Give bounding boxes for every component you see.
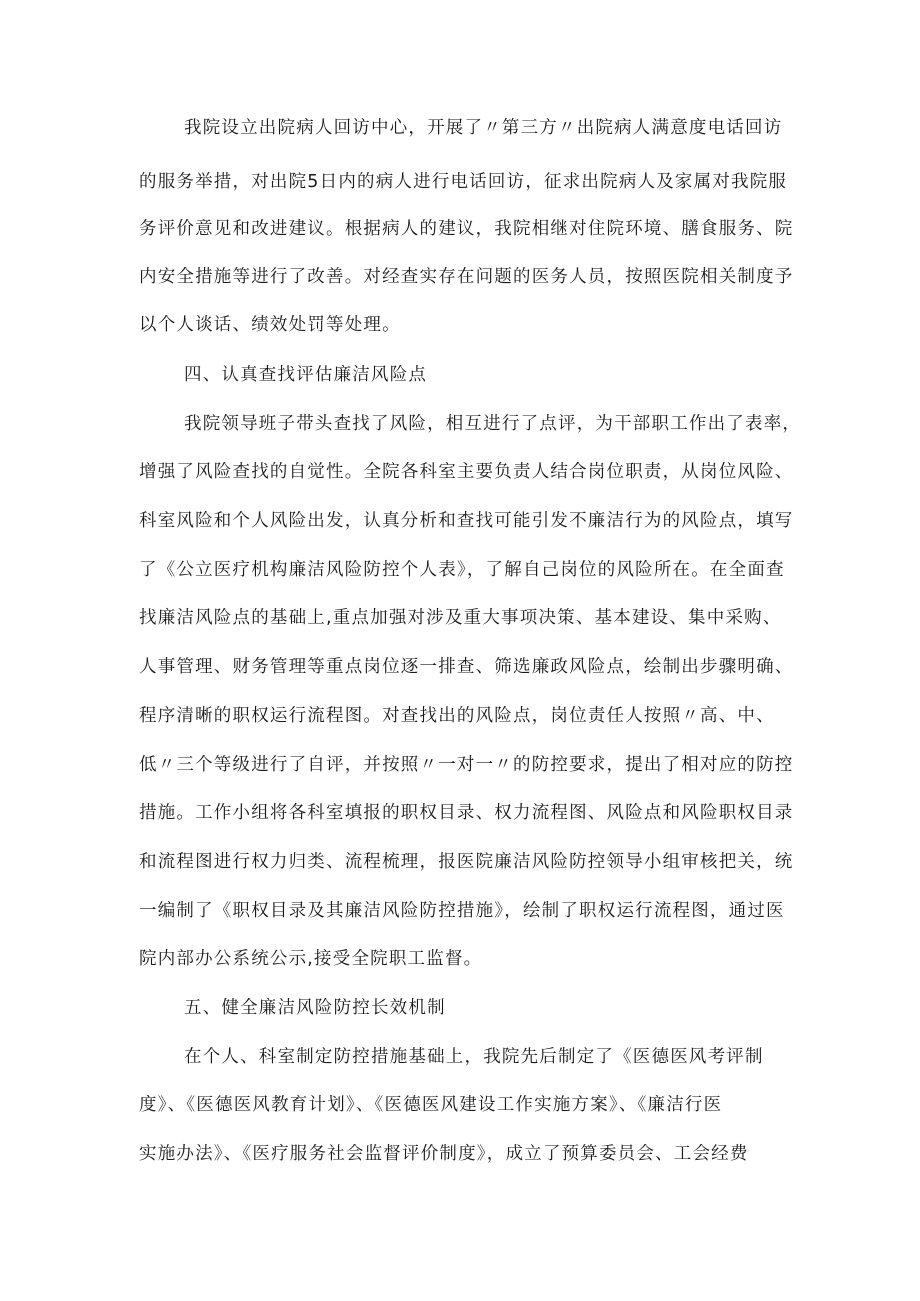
text-line: 度》、《医德医风教育计划》、《医德医风建设工作实施方案》、《廉洁行医	[139, 1095, 723, 1115]
text-line: 我院领导班子带头查找了风险，相互进行了点评，为干部职工作出了表率，	[184, 414, 802, 434]
paragraph-1-line-5	[0, 310, 920, 340]
paragraph-2-line-11	[0, 896, 920, 926]
text-line: 人事管理、财务管理等重点岗位逐一排查、筛选廉政风险点，绘制出步骤明确、	[139, 657, 794, 677]
section-heading-4	[0, 360, 920, 390]
paragraph-2-line-8	[0, 750, 920, 780]
paragraph-2-line-12	[0, 944, 920, 974]
text-line: 增强了风险查找的自觉性。全院各科室主要负责人结合岗位职责，从岗位风险、	[139, 462, 794, 482]
paragraph-3-line-3	[0, 1139, 920, 1169]
paragraph-2-line-2	[0, 457, 920, 487]
paragraph-1-line-2	[0, 167, 920, 197]
text-line: 院内部办公系统公示,接受全院职工监督。	[139, 949, 483, 969]
text-line: 找廉洁风险点的基础上,重点加强对涉及重大事项决策、基本建设、集中采购、	[139, 608, 782, 628]
paragraph-3-line-2	[0, 1090, 920, 1120]
paragraph-3-line-1	[0, 1042, 920, 1072]
text-line: 措施。工作小组将各科室填报的职权目录、权力流程图、风险点和风险职权目录	[139, 803, 794, 823]
paragraph-2-line-6	[0, 652, 920, 682]
paragraph-1-line-4	[0, 262, 920, 292]
paragraph-2-line-5	[0, 603, 920, 633]
text-line: 了《公立医疗机构廉洁风险防控个人表》，了解自己岗位的风险所在。在全面查	[139, 560, 785, 580]
text-line: 我院设立出院病人回访中心，开展了〃第三方〃出院病人满意度电话回访	[184, 118, 783, 138]
text-line: 务评价意见和改进建议。根据病人的建议，我院相继对住院环境、膳食服务、院	[139, 219, 794, 239]
text-line: 的服务举措，对出院5日内的病人进行电话回访，征求出院病人及家属对我院服	[139, 172, 788, 192]
heading-text: 四、认真查找评估廉洁风险点	[184, 365, 428, 385]
text-line: 和流程图进行权力归类、流程梳理，报医院廉洁风险防控领导小组审核把关，统	[139, 852, 794, 872]
text-line: 实施办法》、《医疗服务社会监督评价制度》，成立了预算委员会、工会经费	[139, 1144, 749, 1164]
paragraph-2-line-3	[0, 506, 920, 536]
text-line: 低〃三个等级进行了自评，并按照〃一对一〃的防控要求，提出了相对应的防控	[139, 755, 794, 775]
text-line: 在个人、科室制定防控措施基础上，我院先后制定了《医德医风考评制	[184, 1047, 764, 1067]
paragraph-2-line-10	[0, 847, 920, 877]
paragraph-1-line-1	[0, 113, 920, 143]
paragraph-2-line-4	[0, 555, 920, 585]
paragraph-1-line-3	[0, 214, 920, 244]
text-line: 科室风险和个人风险出发，认真分析和查找可能引发不廉洁行为的风险点，填写	[139, 511, 794, 531]
paragraph-2-line-7	[0, 701, 920, 731]
heading-text: 五、健全廉洁风险防控长效机制	[184, 998, 446, 1018]
text-line: 程序清晰的职权运行流程图。对查找出的风险点，岗位责任人按照〃高、中、	[139, 706, 775, 726]
section-heading-5	[0, 993, 920, 1023]
text-line: 以个人谈话、绩效处罚等处理。	[139, 315, 401, 335]
text-line: 一编制了《职权目录及其廉洁风险防控措施》，绘制了职权运行流程图，通过医	[139, 901, 785, 921]
paragraph-2-line-9	[0, 798, 920, 828]
text-line: 内安全措施等进行了改善。对经查实存在问题的医务人员，按照医院相关制度予	[139, 267, 794, 287]
paragraph-2-line-1	[0, 409, 920, 439]
